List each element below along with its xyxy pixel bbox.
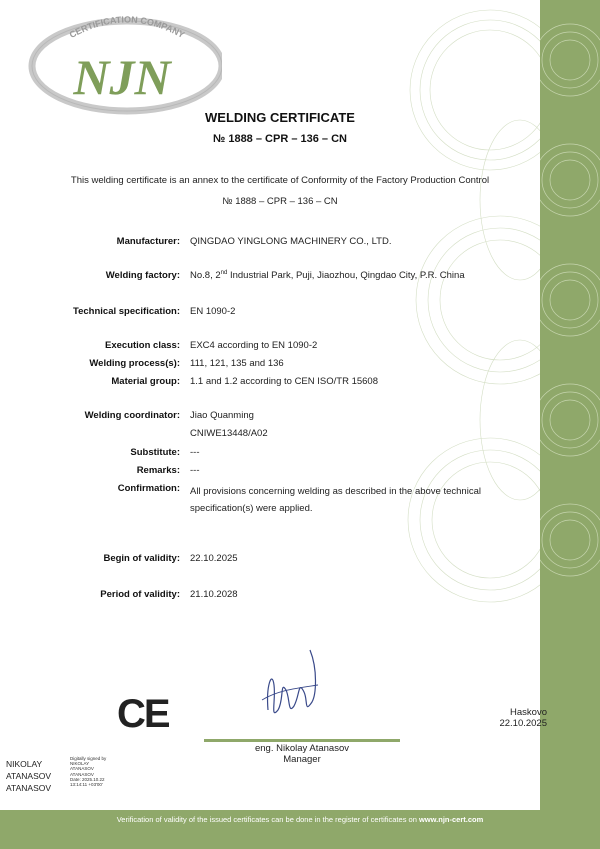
period-validity-value: 21.10.2028 <box>190 589 238 600</box>
signatory-block <box>204 743 400 765</box>
substitute-label: Substitute: <box>130 447 180 458</box>
certificate-title: WELDING CERTIFICATE <box>205 110 355 125</box>
digital-signature-details: Digitally signed by NIKOLAY ATANASOV ATANASOV Date: 2025.10.22 13:14:11 +03'00' <box>70 756 107 788</box>
signatory-name: eng. Nikolay Atanasov <box>254 743 349 754</box>
manufacturer-value: QINGDAO YINGLONG MACHINERY CO., LTD. <box>190 236 392 247</box>
remarks-label: Remarks: <box>136 465 180 476</box>
tech-spec-value: EN 1090-2 <box>190 306 236 317</box>
ce-mark: CE <box>117 692 169 736</box>
material-value: 1.1 and 1.2 according to CEN ISO/TR 15608 <box>190 376 378 387</box>
factory-value: No.8, 2nd Industrial Park, Puji, Jiaozhou, Qingdao City, P.R. China <box>190 270 465 282</box>
manufacturer-label: Manufacturer: <box>116 236 180 247</box>
coordinator-id: CNIWE13448/A02 <box>190 428 268 439</box>
factory-label: Welding factory: <box>105 270 180 281</box>
signatory-role: Manager <box>283 754 321 765</box>
confirmation-value: All provisions concerning welding as described in the above technical specification(s) were applied. <box>190 486 481 514</box>
logo-arc-text: CERTIFICATION COMPANY <box>67 14 187 41</box>
logo-letters: NJN <box>73 49 171 105</box>
digital-signature-name: NIKOLAY ATANASOV ATANASOV <box>6 759 52 793</box>
substitute-value: --- <box>190 447 200 458</box>
process-label: Welding process(s): <box>89 358 180 369</box>
exec-class-label: Execution class: <box>105 340 180 351</box>
coordinator-value: Jiao Quanming <box>190 410 254 421</box>
handwritten-signature <box>258 640 328 735</box>
remarks-value: --- <box>190 465 200 476</box>
svg-text:CERTIFICATION COMPANY <box>68 14 187 40</box>
place: Haskovo <box>510 707 547 718</box>
footer-url[interactable]: www.njn-cert.com <box>418 815 484 824</box>
material-label: Material group: <box>111 376 180 387</box>
begin-validity-value: 22.10.2025 <box>190 553 238 564</box>
process-value: 111, 121, 135 and 136 <box>190 358 284 369</box>
place-date: 22.10.2025 <box>499 718 547 729</box>
coordinator-label: Welding coordinator: <box>84 410 180 421</box>
signature-line <box>204 739 400 742</box>
tech-spec-label: Technical specification: <box>73 306 180 317</box>
intro-cert-number: № 1888 – CPR – 136 – CN <box>222 196 338 207</box>
period-validity-label: Period of validity: <box>100 589 180 600</box>
certificate-number: № 1888 – CPR – 136 – CN <box>213 133 347 145</box>
njn-logo <box>12 6 222 116</box>
exec-class-value: EXC4 according to EN 1090-2 <box>190 340 318 351</box>
place-date-block <box>470 707 547 729</box>
begin-validity-label: Begin of validity: <box>103 553 180 564</box>
intro-text: This welding certificate is an annex to the certificate of Conformity of the Factory Production Control <box>70 175 490 186</box>
confirmation-label: Confirmation: <box>117 483 180 494</box>
footer-text: Verification of validity of the issued certificates can be done in the register of certificates on www.njn-cert.com <box>116 815 484 824</box>
